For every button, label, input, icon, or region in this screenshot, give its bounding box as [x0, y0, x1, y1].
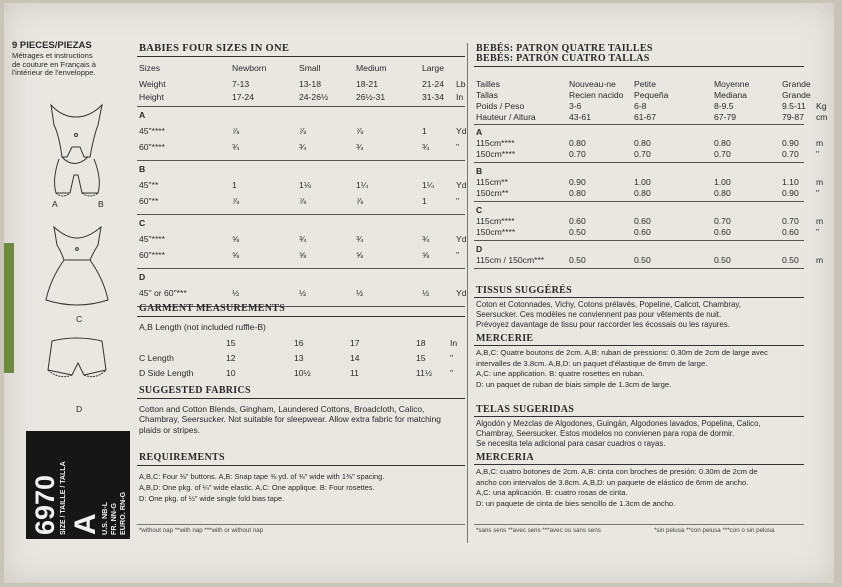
english-title: BABIES FOUR SIZES IN ONE	[139, 43, 290, 54]
view-row-label: B	[139, 164, 146, 174]
weight-value: 9.5-11	[782, 101, 806, 111]
pattern-envelope-back	[4, 3, 834, 583]
yardage-value: ⅝	[422, 250, 430, 260]
mercerie-text	[476, 348, 768, 390]
yardage-value: Yd	[456, 180, 467, 190]
meterage-value: 0.80	[714, 138, 731, 148]
height-value: In	[456, 92, 464, 102]
yardage-value: Yd	[456, 288, 467, 298]
rule	[474, 297, 804, 298]
yardage-value: ⅞	[356, 126, 364, 136]
d-length-label: D Side Length	[139, 368, 194, 378]
height-value: 61-67	[634, 112, 656, 122]
weight-value: Lb	[456, 79, 466, 89]
english-footnote: *without nap **with nap ***with or without nap	[139, 527, 264, 534]
yardage-value: ½	[299, 288, 307, 298]
yardage-value: ⅞	[299, 196, 307, 206]
column-header: Tallas	[476, 90, 498, 100]
column-header: Large	[422, 63, 444, 73]
meterage-value: 0.50	[714, 255, 731, 265]
fabric-width: 45" or 60"***	[139, 288, 187, 298]
yardage-value: "	[456, 250, 460, 260]
size-heading: SIZE / TAILLE / TALLA	[60, 461, 67, 535]
view-row-label: C	[139, 218, 146, 228]
fabric-width: 150cm****	[476, 149, 516, 159]
height-label: Hauteur / Altura	[476, 112, 536, 122]
pattern-number: 6970	[30, 474, 60, 535]
height-value: 79-87	[782, 112, 804, 122]
view-row-label: C	[476, 205, 483, 215]
yardage-value: ¾	[356, 234, 364, 244]
rule	[474, 345, 804, 346]
height-value: 17-24	[232, 92, 254, 102]
ab-length-value: In	[450, 338, 458, 348]
d-length-value: 10½	[294, 368, 311, 378]
yardage-value: ⅞	[232, 126, 240, 136]
rule	[137, 316, 465, 317]
meterage-value: 1.10	[782, 177, 799, 187]
meterage-value: 0.70	[782, 216, 799, 226]
mercerie-line: intervalles de 3.8cm. A,B,D: un paquet d'élastique de 6mm de large.	[476, 358, 708, 368]
fabric-width: 115cm**	[476, 177, 508, 187]
requirements-text	[139, 471, 384, 504]
height-label: Height	[139, 92, 164, 102]
mercerie-line: D: un paquet de ruban de biais simple de 1.3cm de large.	[476, 379, 672, 389]
ab-length-value: 16	[294, 338, 304, 348]
column-header: Grande	[782, 79, 811, 89]
column-header: Grande	[782, 90, 811, 100]
yardage-value: 1⅛	[299, 180, 311, 190]
ab-length-value: 18	[416, 338, 426, 348]
rule	[474, 268, 804, 269]
rule	[474, 162, 804, 163]
romper-sketch	[51, 105, 102, 196]
c-length-value: 12	[226, 353, 236, 363]
meterage-value: 0.90	[569, 177, 586, 187]
size-label-box	[26, 431, 130, 539]
fabric-width: 60"****	[139, 250, 165, 260]
yardage-value: ½	[356, 288, 364, 298]
telas-line: Algodón y Mezclas de Algodones, Guingán, Algodones lavados, Popelina, Calico,	[476, 419, 761, 428]
suggested-fabrics-title: SUGGESTED FABRICS	[139, 385, 251, 396]
note-line: Métrages et instructions	[12, 51, 93, 60]
bloomer-sketch	[48, 338, 106, 377]
ab-length-value: 17	[350, 338, 360, 348]
c-length-label: C Length	[139, 353, 174, 363]
yardage-value: ⅞	[299, 126, 307, 136]
meterage-value: 0.80	[569, 138, 586, 148]
yardage-value: ¾	[299, 234, 307, 244]
yardage-value: "	[456, 196, 460, 206]
meterage-value: m	[816, 255, 824, 265]
size-code-fr: FR. NN-G	[109, 503, 118, 535]
meterage-value: 0.60	[714, 227, 731, 237]
merceria-line: A,C: una aplicación. B: cuatro rosas de cinta.	[476, 488, 628, 497]
meterage-value: 0.80	[714, 188, 731, 198]
meterage-value: 0.80	[569, 188, 586, 198]
fabric-width: 115cm / 150cm***	[476, 255, 545, 265]
column-header: Pequeña	[634, 90, 669, 100]
height-value: cm	[816, 112, 828, 122]
c-length-value: "	[450, 353, 454, 363]
fabric-line: Chambray, Seersucker. Not suitable for sleepwear. Allow extra fabric for matching	[139, 414, 441, 425]
spanish-footnote: *sin pelusa **con pelusa ***con o sin pelusa	[654, 527, 775, 534]
meterage-value: m	[816, 216, 824, 226]
column-header: Nouveau-ne	[569, 79, 616, 89]
rule	[474, 201, 804, 202]
d-length-value: 10	[226, 368, 236, 378]
rule	[137, 524, 465, 525]
column-header: Newborn	[232, 63, 267, 73]
rule	[137, 160, 465, 161]
height-value: 24-26½	[299, 92, 329, 102]
view-row-label: A	[139, 110, 146, 120]
fabric-width: 45"****	[139, 126, 165, 136]
note-line: de couture en Français à	[12, 59, 97, 69]
meterage-value: 0.50	[634, 255, 651, 265]
weight-value: 3-6	[569, 101, 582, 111]
height-value: 26½-31	[356, 92, 386, 102]
note-line: l'intérieur de l'enveloppe.	[12, 68, 96, 78]
background-edge	[4, 243, 14, 373]
merceria-title: MERCERIA	[476, 452, 534, 463]
view-label-d: D	[76, 404, 83, 414]
meterage-value: m	[816, 177, 824, 187]
meterage-value: 0.70	[714, 149, 731, 159]
weight-value: Kg	[816, 101, 827, 111]
weight-value: 7-13	[232, 79, 250, 89]
rule	[474, 464, 804, 465]
column-header: Moyenne	[714, 79, 750, 89]
tissus-text	[476, 300, 741, 329]
fabric-width: 45"**	[139, 180, 159, 190]
meterage-value: 0.50	[569, 255, 586, 265]
rule	[474, 66, 804, 67]
view-label-c: C	[76, 314, 83, 324]
meterage-value: "	[816, 188, 820, 198]
fabric-line: plaids or stripes.	[139, 424, 200, 435]
view-row-label: B	[476, 166, 483, 176]
view-label-a: A	[52, 199, 58, 209]
mercerie-title: MERCERIE	[476, 333, 534, 344]
spanish-title: BEBÉS: PATRÓN CUATRO TALLAS	[476, 53, 650, 64]
yardage-value: 1¼	[356, 180, 368, 190]
suggested-fabrics-text	[139, 404, 441, 435]
height-value: 31-34	[422, 92, 444, 102]
size-code-euro: EURO. RN-G	[118, 491, 127, 535]
size-letter: A	[69, 513, 102, 535]
tissus-line: Seersucker. Ces modèles ne conviennent pas pour vêtements de nuit.	[476, 309, 722, 319]
requirement-line: A,B,D: One pkg. of ¼" wide elastic. A,C: One applique. B: Four rosettes.	[139, 483, 375, 492]
rule	[137, 268, 465, 269]
view-row-label: D	[476, 244, 483, 254]
pieces-count: 9 PIECES/PIEZAS	[12, 40, 92, 51]
tissus-title: TISSUS SUGGÉRÉS	[476, 285, 572, 296]
meterage-value: 0.60	[569, 216, 586, 226]
yardage-value: 1	[422, 126, 427, 136]
ab-length-value: 15	[226, 338, 236, 348]
column-header: Medium	[356, 63, 387, 73]
ab-length-label: A,B Length (not included ruffle-B)	[139, 322, 266, 332]
yardage-value: ¾	[422, 142, 430, 152]
fabric-width: 115cm****	[476, 216, 515, 226]
meterage-value: 0.70	[634, 149, 651, 159]
yardage-value: ½	[232, 288, 240, 298]
meterage-value: 0.80	[634, 138, 651, 148]
weight-value: 6-8	[634, 101, 647, 111]
column-header: Petite	[634, 79, 656, 89]
yardage-value: Yd	[456, 234, 467, 244]
view-label-b: B	[98, 199, 104, 209]
dress-sketch	[46, 227, 108, 305]
meterage-value: 0.60	[634, 227, 651, 237]
yardage-value: 1	[232, 180, 237, 190]
yardage-value: ½	[422, 288, 430, 298]
weight-value: 8-9.5	[714, 101, 734, 111]
height-value: 67-79	[714, 112, 736, 122]
rule	[137, 398, 465, 399]
rule	[474, 524, 804, 525]
view-sketches	[14, 95, 139, 425]
yardage-value: "	[456, 142, 460, 152]
fabric-width: 45"****	[139, 234, 165, 244]
weight-label: Weight	[139, 79, 166, 89]
meterage-value: 1.00	[634, 177, 651, 187]
yardage-value: 1¼	[422, 180, 434, 190]
column-header: Small	[299, 63, 321, 73]
fabric-width: 60"**	[139, 196, 159, 206]
garment-measurements-title: GARMENT MEASUREMENTS	[139, 303, 286, 314]
french-title: BEBÉS: PATRON QUATRE TAILLES	[476, 43, 653, 54]
meterage-value: 0.50	[569, 227, 586, 237]
c-length-value: 14	[350, 353, 360, 363]
yardage-value: Yd	[456, 126, 467, 136]
view-row-label: D	[139, 272, 146, 282]
fabric-width: 150cm**	[476, 188, 509, 198]
requirements-title: REQUIREMENTS	[139, 452, 225, 463]
merceria-line: A,B,C: cuatro botones de 2cm. A,B: cinta con broches de presión: 0.30m de 2cm de	[476, 467, 758, 476]
fabric-width: 115cm****	[476, 138, 515, 148]
meterage-value: 0.70	[782, 149, 799, 159]
meterage-value: 1.00	[714, 177, 731, 187]
meterage-value: 0.80	[634, 188, 651, 198]
rule	[137, 56, 465, 57]
tissus-line: Coton et Cotonnades, Vichy, Cotons prélavés, Popeline, Calicot, Chambray,	[476, 300, 741, 309]
french-footnote: *sans sens **avec sens ***avec ou sans sens	[476, 527, 601, 534]
mercerie-line: A,C: une application. B: quatre rosettes en ruban.	[476, 369, 645, 378]
yardage-value: ⅝	[299, 250, 307, 260]
meterage-value: 0.70	[569, 149, 586, 159]
rule	[137, 106, 465, 107]
column-header: Sizes	[139, 63, 161, 73]
yardage-value: ¾	[356, 142, 364, 152]
yardage-value: ⅝	[356, 250, 364, 260]
tissus-line: Prévoyez davantage de tissu pour raccorder les écossais ou les rayures.	[476, 319, 730, 329]
d-length-value: 11½	[416, 368, 433, 378]
rule	[137, 465, 465, 466]
yardage-value: ⅝	[232, 234, 240, 244]
d-length-value: 11	[350, 368, 359, 378]
yardage-value: ⅞	[232, 196, 240, 206]
meterage-value: "	[816, 149, 820, 159]
merceria-text	[476, 467, 758, 509]
c-length-value: 13	[294, 353, 304, 363]
french-instructions-note	[12, 52, 96, 78]
weight-value: 18-21	[356, 79, 378, 89]
telas-line: Se necesita tela adicional para casar cuadros o rayas.	[476, 438, 666, 448]
telas-title: TELAS SUGERIDAS	[476, 404, 575, 415]
yardage-value: ¾	[299, 142, 307, 152]
weight-value: 21-24	[422, 79, 444, 89]
requirement-line: D: One pkg. of ½" wide single fold bias tape.	[139, 494, 285, 503]
weight-value: 13-18	[299, 79, 321, 89]
requirement-line: A,B,C: Four ⅜" buttons. A,B: Snap tape ⅜ yd. of ⅜" wide with 1⅜" spacing.	[139, 472, 385, 481]
meterage-value: 0.50	[782, 255, 799, 265]
mercerie-line: A,B,C: Quatre boutons de 2cm. A,B: ruban de pressions: 0.30m de 2cm de large avec	[476, 348, 768, 357]
merceria-line: D: un paquete de cinta de bies sencillo de 1.3cm de ancho.	[476, 498, 676, 508]
yardage-value: ¾	[422, 234, 430, 244]
meterage-value: 0.70	[714, 216, 731, 226]
meterage-value: "	[816, 227, 820, 237]
telas-text	[476, 419, 761, 448]
yardage-value: ¾	[232, 142, 240, 152]
size-code-us: U.S. NB-L	[100, 501, 109, 535]
c-length-value: 15	[416, 353, 426, 363]
meterage-value: 0.90	[782, 138, 799, 148]
yardage-value: ⅞	[356, 196, 364, 206]
column-header: Mediana	[714, 90, 747, 100]
fabric-width: 60"****	[139, 142, 165, 152]
column-divider	[467, 43, 468, 543]
column-header: Tailles	[476, 79, 500, 89]
view-row-label: A	[476, 127, 483, 137]
rule	[474, 124, 804, 125]
column-header: Recien nacido	[569, 90, 624, 100]
meterage-value: 0.60	[634, 216, 651, 226]
rule	[137, 214, 465, 215]
rule	[474, 416, 804, 417]
meterage-value: m	[816, 138, 824, 148]
rule	[474, 240, 804, 241]
yardage-value: 1	[422, 196, 427, 206]
meterage-value: 0.90	[782, 188, 799, 198]
fabric-line: Cotton and Cotton Blends, Gingham, Laundered Cottons, Broadcloth, Calico,	[139, 404, 425, 414]
meterage-value: 0.60	[782, 227, 799, 237]
merceria-line: ancho con intervalos de 3.8cm. A,B,D: un paquete de elástico de 6mm de ancho.	[476, 477, 749, 487]
d-length-value: "	[450, 368, 454, 378]
weight-label: Poids / Peso	[476, 101, 525, 111]
fabric-width: 150cm****	[476, 227, 516, 237]
yardage-value: ⅝	[232, 250, 240, 260]
telas-line: Chambray, Seersucker. Estos modelos no convienen para ropa de dormir.	[476, 428, 735, 438]
height-value: 43-61	[569, 112, 591, 122]
